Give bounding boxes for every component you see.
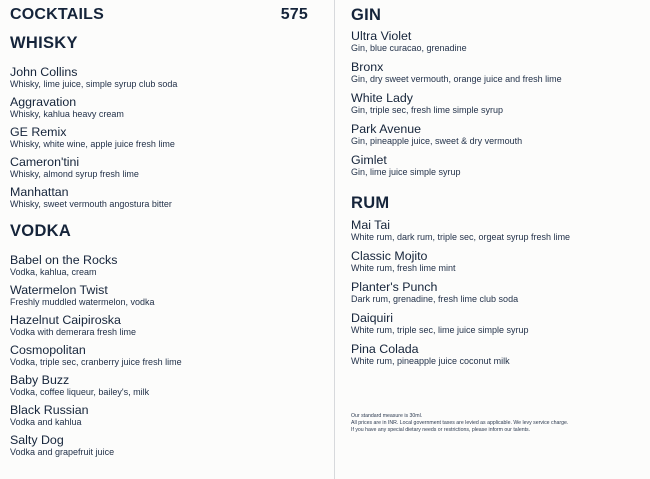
menu-item [351, 343, 641, 367]
menu-item [10, 344, 326, 368]
item-name: GE Remix [10, 125, 67, 139]
menu-price: 575 [280, 6, 308, 23]
item-name: Cosmopolitan [10, 343, 86, 357]
item-description: Whisky, white wine, apple juice fresh lime [10, 139, 175, 149]
item-description: White rum, triple sec, lime juice simple syrup [351, 325, 529, 335]
menu-footnotes [351, 413, 641, 434]
item-description: Whisky, sweet vermouth angostura bitter [10, 199, 172, 209]
item-description: Vodka, kahlua, cream [10, 267, 97, 277]
item-description: Gin, pineapple juice, sweet & dry vermouth [351, 136, 523, 146]
footnote-line: All prices are in INR. Local government taxes are levied as applicable. We levy service charge. [351, 420, 569, 426]
rum-list [351, 219, 641, 367]
item-name: Aggravation [10, 95, 77, 109]
item-description: Vodka and grapefruit juice [10, 447, 115, 457]
gin-list [351, 30, 641, 178]
item-description: Vodka, coffee liqueur, bailey's, milk [10, 387, 150, 397]
menu-item [351, 219, 641, 243]
item-name: Mai Tai [351, 218, 391, 232]
item-description: White rum, pineapple juice coconut milk [351, 356, 510, 366]
section-heading-gin: GIN [351, 6, 382, 24]
item-name: White Lady [351, 91, 413, 105]
item-name: Babel on the Rocks [10, 253, 118, 267]
section-heading-vodka: VODKA [10, 222, 72, 240]
vodka-list [10, 254, 326, 458]
item-description: Vodka and kahlua [10, 417, 82, 427]
menu-item [10, 284, 326, 308]
item-description: Whisky, almond syrup fresh lime [10, 169, 139, 179]
column-divider [334, 0, 335, 479]
section-heading-rum: RUM [351, 194, 390, 212]
menu-item [351, 250, 641, 274]
item-name: Cameron'tini [10, 155, 80, 169]
item-name: John Collins [10, 65, 78, 79]
menu-item [10, 126, 326, 150]
item-name: Gimlet [351, 153, 387, 167]
menu-item [351, 30, 641, 54]
item-name: Daiquiri [351, 311, 394, 325]
item-name: Ultra Violet [351, 29, 412, 43]
item-description: Gin, lime juice simple syrup [351, 167, 461, 177]
item-description: Vodka with demerara fresh lime [10, 327, 137, 337]
item-name: Manhattan [10, 185, 69, 199]
item-description: Freshly muddled watermelon, vodka [10, 297, 155, 307]
item-description: Vodka, triple sec, cranberry juice fresh lime [10, 357, 182, 367]
item-description: White rum, fresh lime mint [351, 263, 456, 273]
menu-item [351, 281, 641, 305]
menu-item [351, 92, 641, 116]
item-name: Watermelon Twist [10, 283, 108, 297]
item-description: Dark rum, grenadine, fresh lime club soda [351, 294, 519, 304]
menu-item [351, 123, 641, 147]
menu-item [10, 156, 326, 180]
item-name: Classic Mojito [351, 249, 428, 263]
item-name: Baby Buzz [10, 373, 70, 387]
menu-item [10, 374, 326, 398]
item-description: Whisky, lime juice, simple syrup club soda [10, 79, 178, 89]
menu-item [10, 96, 326, 120]
item-description: Gin, blue curacao, grenadine [351, 43, 467, 53]
menu-item [10, 66, 326, 90]
menu-item [10, 404, 326, 428]
item-name: Planter's Punch [351, 280, 438, 294]
item-name: Hazelnut Caipiroska [10, 313, 121, 327]
right-column [351, 6, 641, 374]
footnote-line: If you have any special dietary needs or restrictions, please inform our talents. [351, 427, 531, 433]
item-description: White rum, dark rum, triple sec, orgeat syrup fresh lime [351, 232, 571, 242]
left-column [10, 6, 326, 464]
whisky-list [10, 66, 326, 210]
menu-item [351, 61, 641, 85]
item-description: Gin, triple sec, fresh lime simple syrup [351, 105, 504, 115]
menu-item [10, 434, 326, 458]
item-name: Black Russian [10, 403, 89, 417]
item-name: Bronx [351, 60, 384, 74]
footnote-line: Our standard measure is 30ml. [351, 413, 423, 419]
item-name: Salty Dog [10, 433, 64, 447]
item-description: Whisky, kahlua heavy cream [10, 109, 124, 119]
item-description: Gin, dry sweet vermouth, orange juice and fresh lime [351, 74, 562, 84]
menu-item [10, 186, 326, 210]
item-name: Park Avenue [351, 122, 422, 136]
menu-item [10, 314, 326, 338]
section-heading-whisky: WHISKY [10, 34, 78, 52]
menu-item [10, 254, 326, 278]
item-name: Pina Colada [351, 342, 419, 356]
menu-title: COCKTAILS [10, 6, 104, 23]
menu-item [351, 154, 641, 178]
menu-item [351, 312, 641, 336]
menu-header [10, 6, 326, 26]
